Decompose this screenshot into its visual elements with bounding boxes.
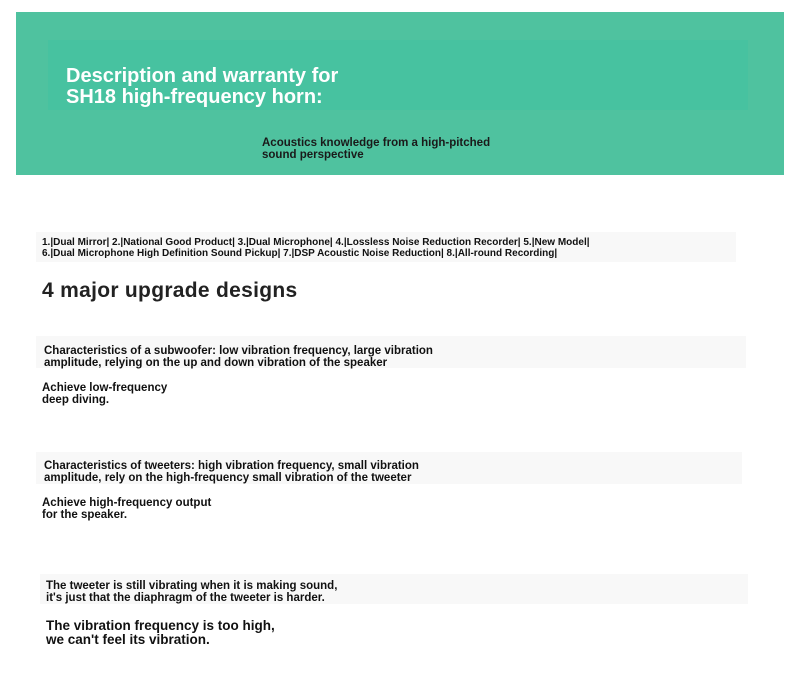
feature-list: 1.|Dual Mirror| 2.|National Good Product| 3.|Dual Microphone| 4.|Lossless Noise Reduction Recorder| 5.|New Model| 6.|Dual Microphone High Definition Sound Pickup| 7.|DSP Acoustic Noise Reduction| 8.|All-round Recording| (42, 237, 590, 259)
closing-statement: The tweeter is still vibrating when it is making sound, it's just that the diaphragm of the tweeter is harder. (46, 580, 338, 604)
closing-emphasis: The vibration frequency is too high, we can't feel its vibration. (46, 618, 275, 647)
tweeter-achieve: Achieve high-frequency output for the speaker. (42, 497, 212, 521)
section-heading: 4 major upgrade designs (42, 279, 298, 302)
banner-subtitle: Acoustics knowledge from a high-pitched sound perspective (262, 137, 491, 161)
page-title: Description and warranty for SH18 high-frequency horn: (66, 65, 339, 108)
subwoofer-achieve: Achieve low-frequency deep diving. (42, 382, 168, 406)
subwoofer-characteristics: Characteristics of a subwoofer: low vibration frequency, large vibration amplitude, relying on the up and down vibration of the speaker (44, 345, 433, 369)
tweeter-characteristics: Characteristics of tweeters: high vibration frequency, small vibration amplitude, rely on the high-frequency small vibration of the tweeter (44, 460, 419, 484)
